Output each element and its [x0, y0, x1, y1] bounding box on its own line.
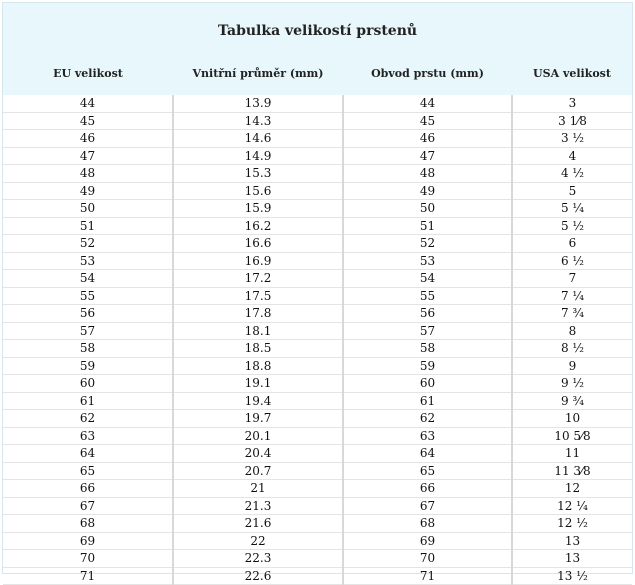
table-row — [3, 217, 632, 235]
table-body — [3, 95, 632, 585]
cell-eu-size: 67 — [3, 497, 173, 515]
cell-inner-diameter: 21.3 — [173, 497, 343, 515]
table-row — [3, 305, 632, 323]
table-row — [3, 445, 632, 463]
table-row — [3, 340, 632, 358]
header-eu-size: EU velikost — [53, 67, 123, 80]
cell-usa-size: 8 ½ — [512, 340, 632, 358]
table-row — [3, 550, 632, 568]
table-row — [3, 515, 632, 533]
cell-inner-diameter: 19.1 — [173, 375, 343, 393]
cell-usa-size: 6 ½ — [512, 252, 632, 270]
cell-inner-diameter: 16.2 — [173, 217, 343, 235]
cell-finger-circumference: 44 — [343, 95, 512, 112]
cell-usa-size: 6 — [512, 235, 632, 253]
cell-finger-circumference: 55 — [343, 287, 512, 305]
cell-inner-diameter: 15.9 — [173, 200, 343, 218]
cell-finger-circumference: 68 — [343, 515, 512, 533]
cell-eu-size: 61 — [3, 392, 173, 410]
table-row — [3, 357, 632, 375]
cell-eu-size: 66 — [3, 480, 173, 498]
cell-usa-size: 9 — [512, 357, 632, 375]
cell-finger-circumference: 63 — [343, 427, 512, 445]
cell-usa-size: 10 5⁄8 — [512, 427, 632, 445]
cell-usa-size: 10 — [512, 410, 632, 428]
cell-inner-diameter: 16.6 — [173, 235, 343, 253]
cell-usa-size: 3 1⁄8 — [512, 112, 632, 130]
table-row — [3, 392, 632, 410]
cell-usa-size: 3 ½ — [512, 130, 632, 148]
cell-finger-circumference: 47 — [343, 147, 512, 165]
cell-usa-size: 4 — [512, 147, 632, 165]
table-row — [3, 112, 632, 130]
cell-finger-circumference: 65 — [343, 462, 512, 480]
cell-eu-size: 64 — [3, 445, 173, 463]
cell-usa-size: 13 — [512, 532, 632, 550]
cell-finger-circumference: 51 — [343, 217, 512, 235]
cell-eu-size: 71 — [3, 567, 173, 585]
table-row — [3, 410, 632, 428]
table-row — [3, 252, 632, 270]
cell-eu-size: 53 — [3, 252, 173, 270]
header-finger-circumference: Obvod prstu (mm) — [371, 67, 484, 80]
cell-eu-size: 65 — [3, 462, 173, 480]
cell-usa-size: 3 — [512, 95, 632, 112]
table-row — [3, 532, 632, 550]
cell-eu-size: 51 — [3, 217, 173, 235]
cell-eu-size: 68 — [3, 515, 173, 533]
cell-usa-size: 4 ½ — [512, 165, 632, 183]
cell-finger-circumference: 50 — [343, 200, 512, 218]
cell-eu-size: 59 — [3, 357, 173, 375]
cell-inner-diameter: 18.8 — [173, 357, 343, 375]
cell-finger-circumference: 69 — [343, 532, 512, 550]
cell-inner-diameter: 22 — [173, 532, 343, 550]
cell-usa-size: 13 — [512, 550, 632, 568]
cell-usa-size: 5 — [512, 182, 632, 200]
table-row — [3, 270, 632, 288]
table-row — [3, 95, 632, 112]
cell-finger-circumference: 53 — [343, 252, 512, 270]
table-row — [3, 322, 632, 340]
cell-inner-diameter: 19.7 — [173, 410, 343, 428]
cell-finger-circumference: 58 — [343, 340, 512, 358]
cell-usa-size: 11 3⁄8 — [512, 462, 632, 480]
cell-eu-size: 48 — [3, 165, 173, 183]
cell-inner-diameter: 20.4 — [173, 445, 343, 463]
cell-finger-circumference: 54 — [343, 270, 512, 288]
cell-usa-size: 9 ¾ — [512, 392, 632, 410]
cell-inner-diameter: 17.8 — [173, 305, 343, 323]
cell-inner-diameter: 20.1 — [173, 427, 343, 445]
column-headers — [3, 67, 632, 80]
cell-eu-size: 46 — [3, 130, 173, 148]
cell-inner-diameter: 14.6 — [173, 130, 343, 148]
cell-inner-diameter: 19.4 — [173, 392, 343, 410]
table-row — [3, 130, 632, 148]
cell-usa-size: 8 — [512, 322, 632, 340]
table-row — [3, 497, 632, 515]
ring-size-table — [3, 95, 632, 585]
cell-finger-circumference: 62 — [343, 410, 512, 428]
table-header — [3, 3, 632, 95]
cell-finger-circumference: 70 — [343, 550, 512, 568]
cell-inner-diameter: 15.3 — [173, 165, 343, 183]
cell-inner-diameter: 15.6 — [173, 182, 343, 200]
table-row — [3, 462, 632, 480]
header-usa-size: USA velikost — [533, 67, 611, 80]
cell-usa-size: 7 — [512, 270, 632, 288]
table-row — [3, 287, 632, 305]
cell-eu-size: 60 — [3, 375, 173, 393]
cell-eu-size: 57 — [3, 322, 173, 340]
cell-eu-size: 63 — [3, 427, 173, 445]
cell-finger-circumference: 48 — [343, 165, 512, 183]
cell-eu-size: 69 — [3, 532, 173, 550]
cell-inner-diameter: 17.2 — [173, 270, 343, 288]
cell-usa-size: 11 — [512, 445, 632, 463]
cell-eu-size: 44 — [3, 95, 173, 112]
cell-usa-size: 12 — [512, 480, 632, 498]
cell-finger-circumference: 60 — [343, 375, 512, 393]
cell-usa-size: 5 ½ — [512, 217, 632, 235]
header-inner-diameter: Vnitřní průměr (mm) — [192, 67, 324, 80]
cell-eu-size: 55 — [3, 287, 173, 305]
table-row — [3, 165, 632, 183]
table-row — [3, 235, 632, 253]
cell-finger-circumference: 64 — [343, 445, 512, 463]
cell-inner-diameter: 16.9 — [173, 252, 343, 270]
table-row — [3, 147, 632, 165]
table-title: Tabulka velikostí prstenů — [217, 23, 418, 39]
cell-finger-circumference: 71 — [343, 567, 512, 585]
cell-eu-size: 54 — [3, 270, 173, 288]
table-row — [3, 200, 632, 218]
cell-eu-size: 50 — [3, 200, 173, 218]
cell-usa-size: 7 ¾ — [512, 305, 632, 323]
cell-finger-circumference: 56 — [343, 305, 512, 323]
cell-eu-size: 47 — [3, 147, 173, 165]
table-row — [3, 480, 632, 498]
cell-inner-diameter: 21.6 — [173, 515, 343, 533]
cell-finger-circumference: 61 — [343, 392, 512, 410]
cell-usa-size: 12 ½ — [512, 515, 632, 533]
cell-finger-circumference: 67 — [343, 497, 512, 515]
cell-usa-size: 7 ¼ — [512, 287, 632, 305]
cell-inner-diameter: 13.9 — [173, 95, 343, 112]
cell-finger-circumference: 66 — [343, 480, 512, 498]
cell-eu-size: 58 — [3, 340, 173, 358]
cell-finger-circumference: 57 — [343, 322, 512, 340]
cell-finger-circumference: 46 — [343, 130, 512, 148]
table-row — [3, 427, 632, 445]
cell-finger-circumference: 59 — [343, 357, 512, 375]
cell-inner-diameter: 22.3 — [173, 550, 343, 568]
cell-eu-size: 49 — [3, 182, 173, 200]
cell-usa-size: 9 ½ — [512, 375, 632, 393]
cell-usa-size: 12 ¼ — [512, 497, 632, 515]
cell-inner-diameter: 18.1 — [173, 322, 343, 340]
cell-eu-size: 52 — [3, 235, 173, 253]
cell-inner-diameter: 14.9 — [173, 147, 343, 165]
table-row — [3, 182, 632, 200]
cell-finger-circumference: 45 — [343, 112, 512, 130]
ring-size-table-panel — [2, 2, 633, 583]
cell-inner-diameter: 14.3 — [173, 112, 343, 130]
cell-finger-circumference: 52 — [343, 235, 512, 253]
cell-finger-circumference: 49 — [343, 182, 512, 200]
cell-inner-diameter: 18.5 — [173, 340, 343, 358]
cell-eu-size: 62 — [3, 410, 173, 428]
cell-inner-diameter: 20.7 — [173, 462, 343, 480]
cell-inner-diameter: 21 — [173, 480, 343, 498]
cell-inner-diameter: 17.5 — [173, 287, 343, 305]
cell-inner-diameter: 22.6 — [173, 567, 343, 585]
table-row — [3, 375, 632, 393]
cell-usa-size: 5 ¼ — [512, 200, 632, 218]
cell-eu-size: 70 — [3, 550, 173, 568]
cell-usa-size: 13 ½ — [512, 567, 632, 585]
cell-eu-size: 56 — [3, 305, 173, 323]
cell-eu-size: 45 — [3, 112, 173, 130]
